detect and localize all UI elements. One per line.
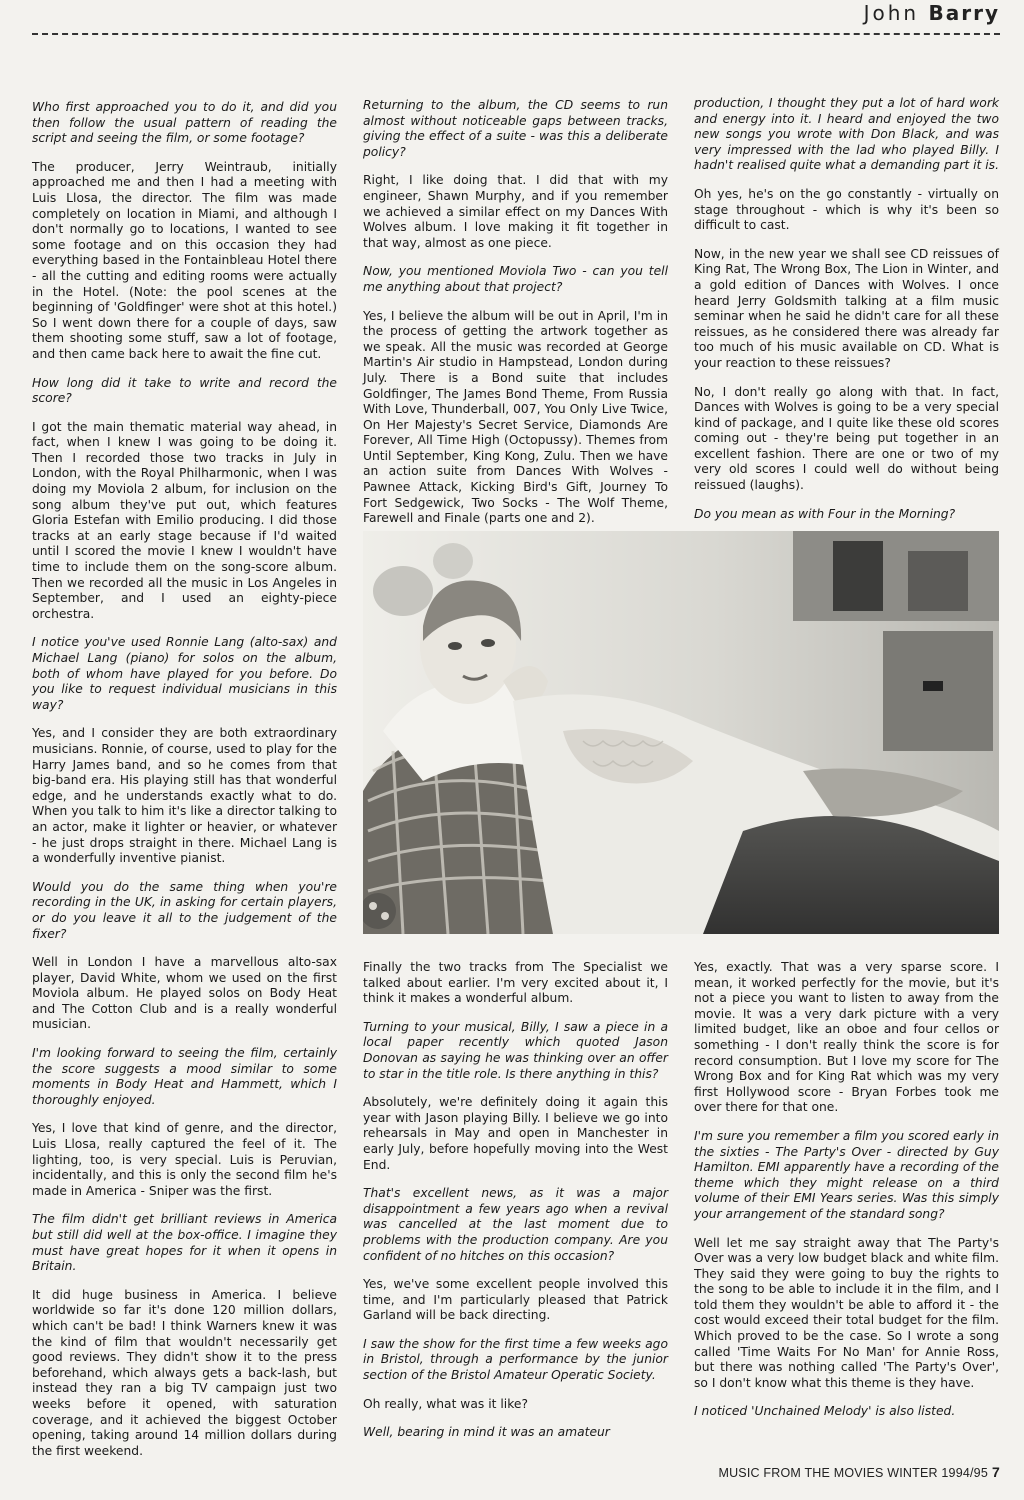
interview-question: That's excellent news, as it was a major disappointment a few years ago when a revival was cancelled at the last moment due to problems with the production company. Are you confident of no hitches on this occasion? [363,1186,668,1263]
interview-question: Do you mean as with Four in the Morning? [694,506,956,521]
interview-photo [363,531,999,934]
interview-answer: Oh yes, he's on the go constantly - virtually on stage throughout - which is why it's been so difficult to cast. [694,186,999,233]
footer-publication: MUSIC FROM THE MOVIES WINTER 1994/95 [718,1466,988,1480]
interview-answer: Oh really, what was it like? [363,1396,528,1411]
interview-answer: Well in London I have a marvellous alto-sax player, David White, whom we used on the first Moviola album. He played solos on Body Heat and The Cotton Club and is a really wonderful musician. [32,955,337,1032]
interview-answer: It did huge business in America. I believe worldwide so far it's done 120 million dollars, which can't be bad! I think Warners knew it was the kind of film that wouldn't necessarily get good reviews. They didn't show it to the press beforehand, which always gets a back-lash, but instead they ran a big TV campaign just two weeks before it opened, with saturation coverage, and it achieved the biggest October opening, taking around 14 million dollars during the first weekend. [32,1287,337,1458]
interview-answer: Yes, and I consider they are both extraordinary musicians. Ronnie, of course, used to play for the Harry James band, and so he comes from that big-band era. His playing still has that wonderful edge, and he understands exactly what to do. When you talk to him it's like a director talking to an actor, make it lighter or heavier, or whatever - he just drops straight in there. Michael Lang is a wonderfully inventive pianist. [32,726,337,866]
interview-question: I notice you've used Ronnie Lang (alto-sax) and Michael Lang (piano) for solos on the album, both of whom have played for you before. Do you like to request individual musicians in this way? [32,635,337,712]
interview-question: Well, bearing in mind it was an amateur [363,1425,610,1440]
interview-question: Who first approached you to do it, and did you then follow the usual pattern of reading the script and seeing the film, or some footage? [32,100,337,146]
interview-answer: Yes, I love that kind of genre, and the director, Luis Llosa, really captured the feel of it. The lighting, too, is very special. Luis is Peruvian, incidentally, and this is only the second film he's made in America - Sniper was the first. [32,1121,337,1198]
column-3-bottom [694,960,999,1433]
interview-question: How long did it take to write and record the score? [32,375,337,406]
header-dashed-rule [32,33,1000,35]
interview-question: Now, you mentioned Moviola Two - can you tell me anything about that project? [363,264,668,294]
column-1 [32,100,337,1472]
interview-question: Turning to your musical, Billy, I saw a piece in a local paper recently which quoted Jason Donovan as saying he was thinking over an offer to star in the title role. Is there anything in this? [363,1019,668,1081]
interview-question: Would you do the same thing when you're recording in the UK, in asking for certain players, or do you leave it all to the judgement of the fixer? [32,879,337,941]
interview-answer: Right, I like doing that. I did that with my engineer, Shawn Murphy, and if you remember we achieved a similar effect on my Dances With Wolves album. I love making it fit together in that way, almost as one piece. [363,173,668,250]
header-first-name: John [863,1,920,25]
interview-answer: The producer, Jerry Weintraub, initially approached me and then I had a meeting with Luis Llosa, the director. The film was made completely on location in Miami, and although I don't normally go to locations, I wanted to see some footage and on this occasion they had everything based in the Fontainbleau Hotel there - all the cutting and editing rooms were actually in the Hotel. (Note: the pool scenes at the beginning of 'Goldfinger' were shot at this hotel.) So I went down there for a couple of days, saw them shooting some stuff, saw a lot of footage, and then came back here to await the fine cut. [32,159,337,361]
photo-woman-reclining-icon [363,531,999,934]
interview-answer: Yes, exactly. That was a very sparse score. I mean, it worked perfectly for the movie, but it's not a piece you want to listen to away from the movie. It was a very dark picture with a very limited budget, like an oboe and four cellos or something - I don't really think the score is for record consumption. But I love my score for The Wrong Box and for King Rat which was my very first Hollywood score - Bryan Forbes took me over there for that one. [694,960,999,1115]
interview-question: production, I thought they put a lot of hard work and energy into it. I heard and enjoyed the two new songs you wrote with Don Black, and was very impressed with the lad who played Billy. I hadn't realised quite what a demanding part it is. [694,96,1000,173]
interview-answer: Absolutely, we're definitely doing it again this year with Jason playing Billy. I believe we go into rehearsals in May and open in Manchester in early July, before hopefully moving into the West End. [363,1095,668,1172]
interview-question: I saw the show for the first time a few weeks ago in Bristol, through a performance by the junior section of the Bristol Amateur Operatic Society. [363,1336,668,1383]
interview-question: I'm looking forward to seeing the film, certainly the score suggests a mood similar to some moments in Body Heat and Hammett, which I thoroughly enjoyed. [32,1046,337,1107]
interview-question: I noticed 'Unchained Melody' is also listed. [694,1404,956,1419]
column-3-top [694,96,999,535]
interview-answer: No, I don't really go along with that. In fact, Dances with Wolves is going to be a very special kind of package, and I quite like these old scores coming out - they're being put together in an excellent fashion. There are one or two of my very old scores I could well do without being reissued (laughs). [694,384,999,493]
interview-question: The film didn't get brilliant reviews in America but still did well at the box-office. I imagine they must have great hopes for it when it opens in Britain. [32,1212,337,1274]
page-number: 7 [992,1464,1000,1480]
running-header [864,0,1000,26]
interview-answer: Now, in the new year we shall see CD reissues of King Rat, The Wrong Box, The Lion in Winter, and a gold edition of Dances with Wolves. I once heard Jerry Goldsmith talking at a film music seminar when he said he didn't care for all these reissues, as he considered there was already far too much of his music available on CD. What is your reaction to these reissues? [694,246,999,370]
header-last-name: Barry [928,1,1000,25]
column-2-bottom [363,960,668,1454]
interview-question: I'm sure you remember a film you scored early in the sixties - The Party's Over - directed by Guy Hamilton. EMI apparently have a recording of the theme which they might release on a third volume of their EMI Years series. Was this simply your arrangement of the standard song? [694,1128,999,1221]
interview-answer: Yes, we've some excellent people involved this time, and I'm particularly pleased that Patrick Garland will be back directing. [363,1277,668,1323]
interview-answer: Finally the two tracks from The Specialist we talked about earlier. I'm very excited about it, I think it makes a wonderful album. [363,960,668,1006]
page-footer [700,1464,1000,1480]
interview-answer: Yes, I believe the album will be out in April, I'm in the process of getting the artwork together as we speak. All the music was recorded at George Martin's Air studio in Hampstead, London during July. There is a Bond suite that includes Goldfinger, The James Bond Theme, From Russia With Love, Thunderball, 007, You Only Live Twice, On Her Majesty's Secret Service, Diamonds Are Forever, All Time High (Octopussy). Themes from Until September, King Kong, Zulu. Then we have an action suite from Dances With Wolves - Pawnee Attack, Kicking Bird's Gift, Journey To Fort Sedgewick, Two Socks - The Wolf Theme, Farewell and Finale (parts one and 2). [363,308,668,526]
interview-answer: I got the main thematic material way ahead, in fact, when I knew I was going to be doing it. Then I recorded those two tracks in July in London, with the Royal Philharmonic, when I was doing my Moviola 2 album, for inclusion on the song album they've put out, which features Gloria Estefan with Emilio producing. I did those tracks at an early stage because if I'd waited until I scored the movie I knew I wouldn't have time to include them on the song-score album. Then we recorded all the music in Los Angeles in September, and I used an eighty-piece orchestra. [32,419,337,621]
interview-question: Returning to the album, the CD seems to run almost without noticeable gaps between tracks, giving the effect of a suite - was this a deliberate policy? [363,98,668,159]
interview-answer: Well let me say straight away that The Party's Over was a very low budget black and white film. They said they were going to buy the rights to the song to be able to include it in the film, and I told them they wouldn't be able to afford it - the cost would exceed their total budget for the film. Which proved to be the case. So I wrote a song called 'Time Waits For No Man' for Annie Ross, but there was nothing called 'The Party's Over', so I don't know what this theme is they have. [694,1235,999,1390]
column-2-top [363,98,668,540]
